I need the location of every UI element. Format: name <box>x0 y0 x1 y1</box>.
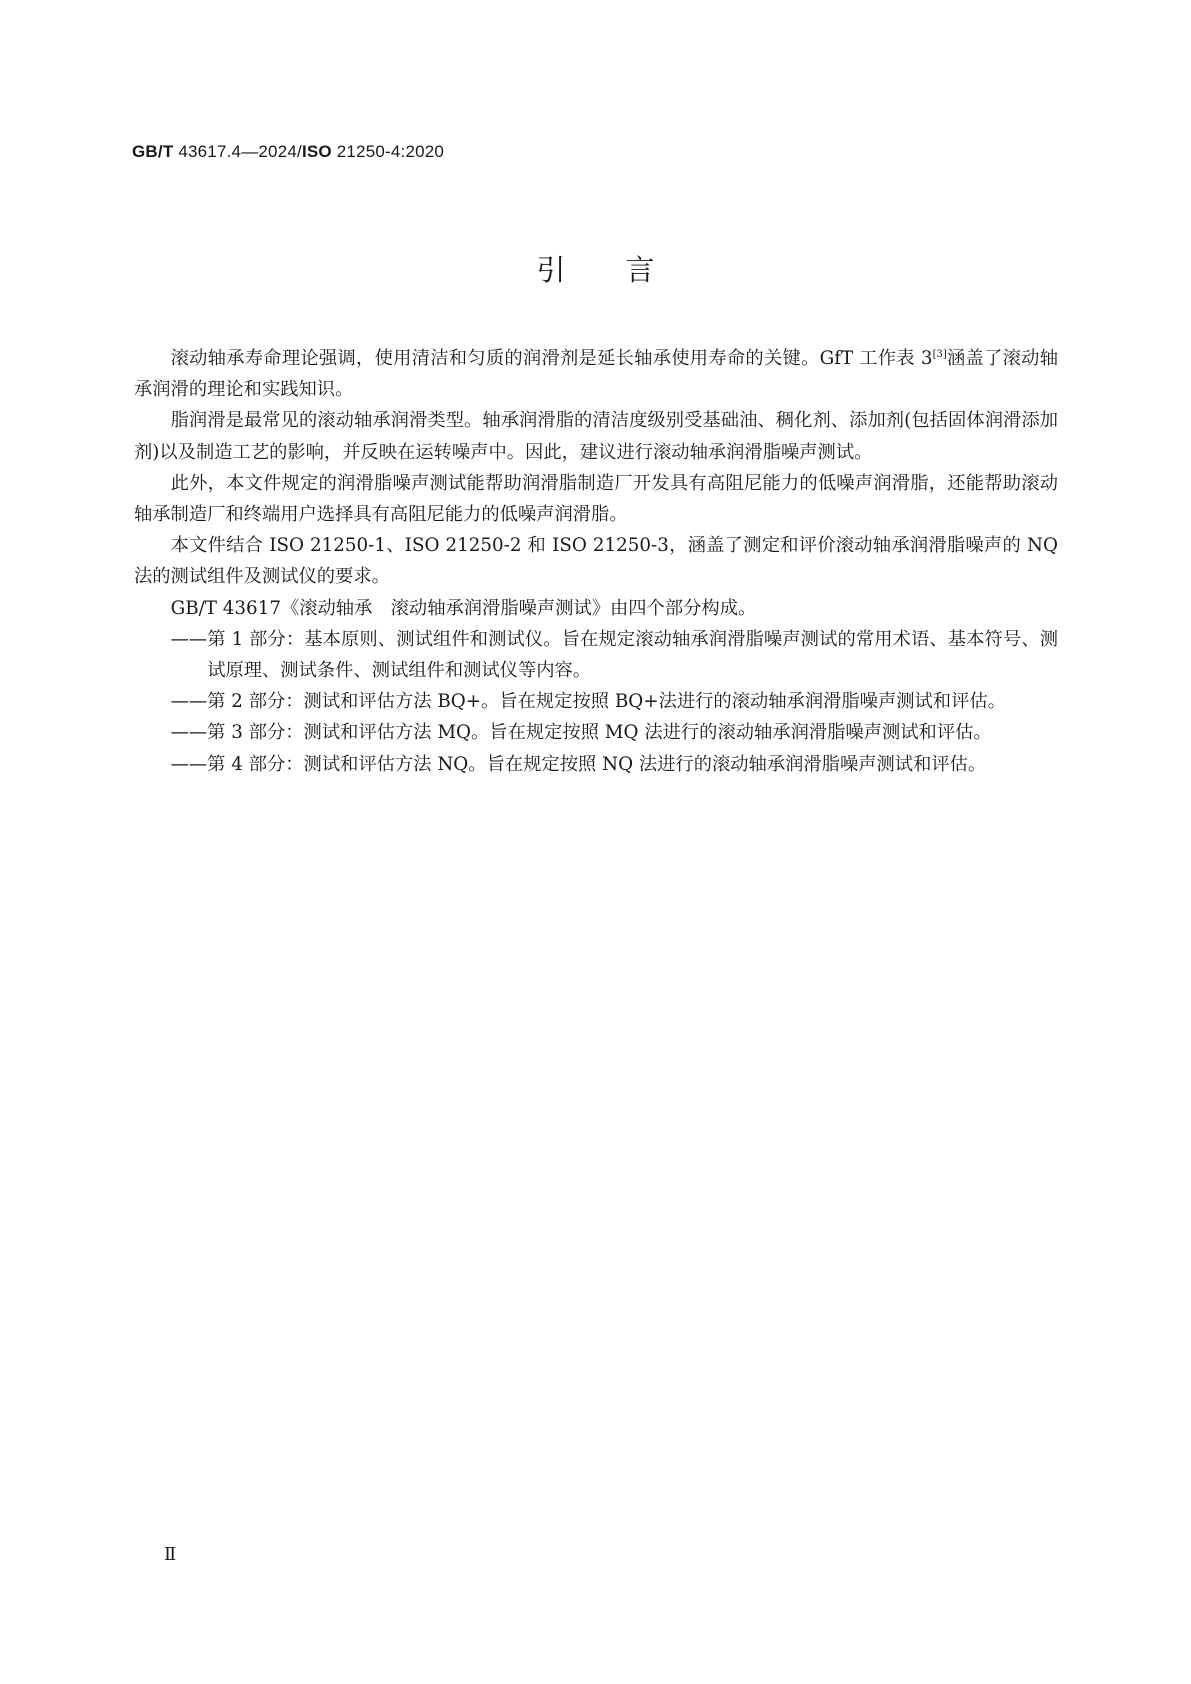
paragraph-4: 本文件结合 ISO 21250-1、ISO 21250-2 和 ISO 21250-3，涵盖了测定和评价滚动轴承润滑脂噪声的 NQ 法的测试组件及测试仪的要求。 <box>134 535 1058 588</box>
list-item: ——第 2 部分：测试和评估方法 BQ+。旨在规定按照 BQ+法进行的滚动轴承润滑脂噪声测试和评估。 <box>170 691 1006 713</box>
paragraph-5: GB/T 43617《滚动轴承 滚动轴承润滑脂噪声测试》由四个部分构成。 <box>170 597 757 619</box>
page-number: Ⅱ <box>164 1544 177 1565</box>
paragraph-1 <box>134 343 1058 405</box>
section-title: 引言 <box>536 253 715 287</box>
standard-number-header <box>132 142 444 162</box>
iso-prefix: ISO <box>301 142 332 161</box>
paragraph-3: 此外，本文件规定的润滑脂噪声测试能帮助润滑脂制造厂开发具有高阻尼能力的低噪声润滑脂，还能帮助滚动轴承制造厂和终端用户选择具有高阻尼能力的低噪声润滑脂。 <box>134 472 1058 526</box>
paragraph-2: 脂润滑是最常见的滚动轴承润滑类型。轴承润滑脂的清洁度级别受基础油、稠化剂、添加剂(包括固体润滑添加剂)以及制造工艺的影响，并反映在运转噪声中。因此，建议进行滚动轴承润滑脂噪声测试。 <box>134 410 1058 463</box>
paragraph-1-text: 滚动轴承寿命理论强调，使用清洁和匀质的润滑剂是延长轴承使用寿命的关键。GfT 工作表 3 <box>170 348 933 369</box>
list-item: ——第 3 部分：测试和评估方法 MQ。旨在规定按照 MQ 法进行的滚动轴承润滑脂噪声测试和评估。 <box>170 722 992 744</box>
list-item: ——第 4 部分：测试和评估方法 NQ。旨在规定按照 NQ 法进行的滚动轴承润滑脂噪声测试和评估。 <box>170 753 987 775</box>
iso-number: 21250-4:2020 <box>331 142 445 161</box>
list-item: ——第 1 部分：基本原则、测试组件和测试仪。旨在规定滚动轴承润滑脂噪声测试的常用术语、基本符号、测试原理、测试条件、测试组件和测试仪等内容。 <box>170 628 1058 682</box>
standard-prefix: GB/T <box>132 142 174 161</box>
paragraph-1-tail: 涵盖了滚动轴承润滑的理论和实践知识。 <box>134 348 1058 401</box>
introduction-body <box>134 343 1058 780</box>
parts-list <box>134 624 1058 780</box>
standard-number: 43617.4—2024/ <box>173 142 302 161</box>
reference-marker: [3] <box>932 349 947 360</box>
